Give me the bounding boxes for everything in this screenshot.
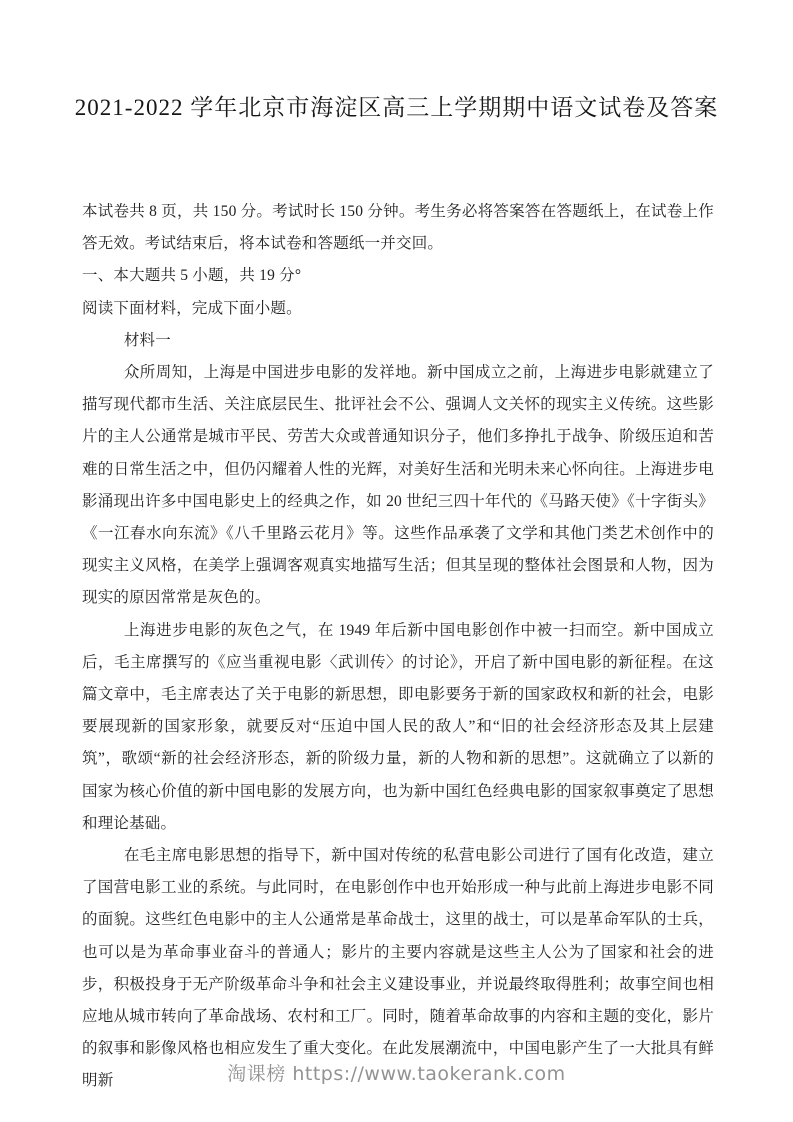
exam-info-text: 本试卷共 8 页，共 150 分。考试时长 150 分钟。考生务必将答案答在答题纸上，在试卷上作答无效。考试结束后，将本试卷和答题纸一并交回。 [82, 203, 714, 253]
page-title: 2021-2022 学年北京市海淀区高三上学期期中语文试卷及答案 [74, 95, 719, 120]
material-paragraph: 上海进步电影的灰色之气，在 1949 年后新中国电影创作中被一扫而空。新中国成立后，毛主席撰写的《应当重视电影〈武训传〉的讨论》，开启了新中国电影的新征程。在这篇文章中，毛主席表达了关于电影的新思想，即电影要务于新的国家政权和新的社会，电影要展现新的国家形象，就要反对“压迫中国人民的敌人”和“旧的社会经济形态及其上层建筑”，歌颂“新的社会经济形态，新的阶级力量，新的人物和新的思想”。这就确立了以新的国家为核心价值的新中国电影的发展方向，也为新中国红色经典电影的国家叙事奠定了思想和理论基础。 [82, 621, 714, 832]
material-paragraph: 在毛主席电影思想的指导下，新中国对传统的私营电影公司进行了国有化改造，建立了国营电影工业的系统。与此同时，在电影创作中也开始形成一种与此前上海进步电影不同的面貌。这些红色电影中的主人公通常是革命战士，这里的战士，可以是革命军队的士兵，也可以是为革命事业奋斗的普通人；影片的主要内容就是这些主人公为了国家和社会的进步，积极投身于无产阶级革命斗争和社会主义建设事业，并说最终取得胜利；故事空间也相应地从城市转向了革命战场、农村和工厂。同时，随着革命故事的内容和主题的变化，影片的叙事和影像风格也相应发生了重大变化。在此发展潮流中，中国电影产生了一大批具有鲜明新 [82, 847, 714, 1090]
material-paragraph: 众所周知，上海是中国进步电影的发祥地。新中国成立之前，上海进步电影就建立了描写现代都市生活、关注底层民生、批评社会不公、强调人文关怀的现实主义传统。这些影片的主人公通常是城市平民、劳苦大众或普通知识分子，他们多挣扎于战争、阶级压迫和苦难的日常生活之中，但仍闪耀着人性的光辉，对美好生活和光明未来心怀向往。上海进步电影涌现出许多中国电影史上的经典之作，如 20 世纪三四十年代的《马路天使》《十字街头》《一江春水向东流》《八千里路云花月》等。这些作品承袭了文学和其他门类艺术创作中的现实主义风格，在美学上强调客观真实地描写生活；但其呈现的整体社会图景和人物，因为现实的原因常常是灰色的。 [82, 364, 714, 607]
document-body [82, 196, 714, 1098]
material-label: 材料一 [123, 331, 171, 349]
reading-instruction: 阅读下面材料，完成下面小题。 [82, 299, 302, 317]
footer [0, 1059, 793, 1086]
section-heading: 一、本大题共 5 小题，共 19 分° [82, 267, 302, 285]
footer-watermark: 淘课榜 https://www.taokerank.com [227, 1063, 566, 1085]
